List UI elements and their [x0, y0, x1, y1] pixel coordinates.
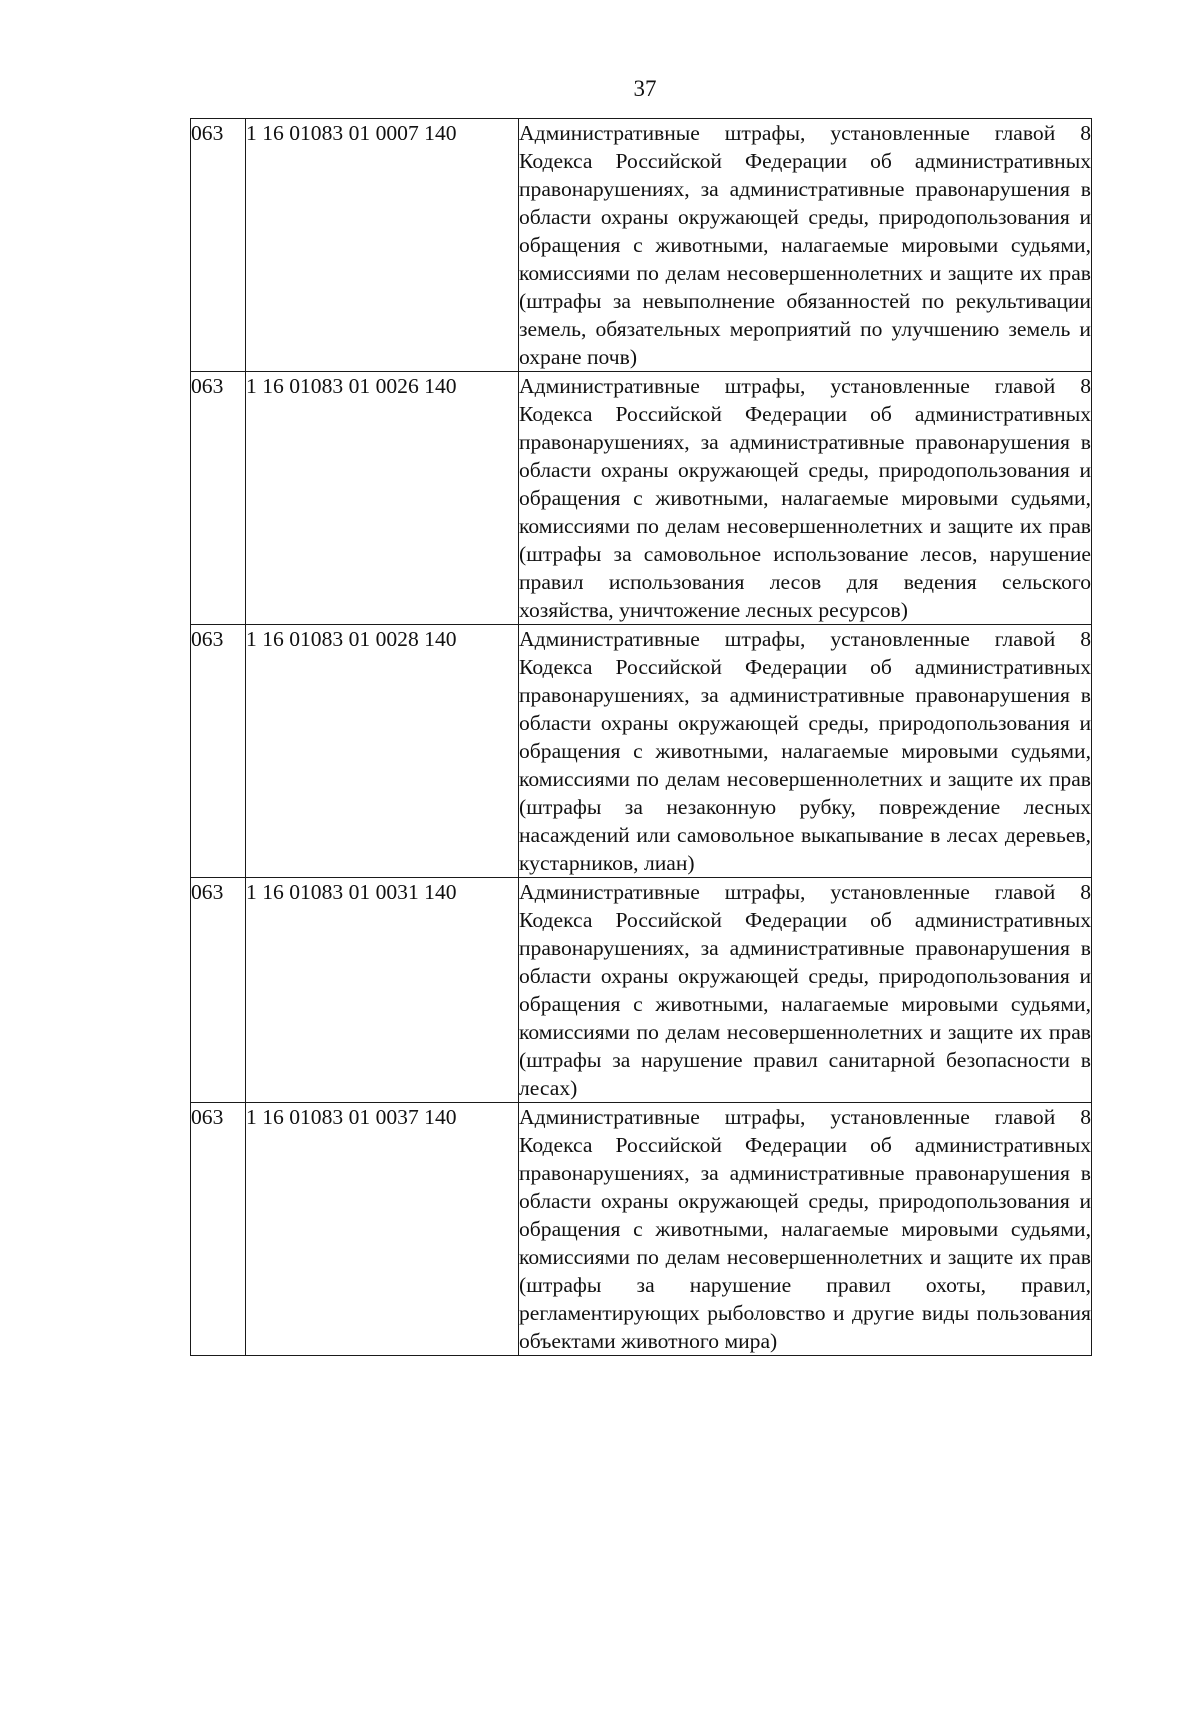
- description-cell: Административные штрафы, установленные главой 8 Кодекса Российской Федерации об административных правонарушениях, за административные правонарушения в области охраны окружающей среды, природопользования и обращения с животными, налагаемые мировыми судьями, комиссиями по делам несовершеннолетних и защите их прав (штрафы за незаконную рубку, повреждение лесных насаждений или самовольное выкапывание в лесах деревьев, кустарников, лиан): [519, 625, 1092, 878]
- admin-code-cell: 063: [191, 878, 246, 1103]
- table-row: [191, 119, 1092, 372]
- description-cell: Административные штрафы, установленные главой 8 Кодекса Российской Федерации об административных правонарушениях, за административные правонарушения в области охраны окружающей среды, природопользования и обращения с животными, налагаемые мировыми судьями, комиссиями по делам несовершеннолетних и защите их прав (штрафы за самовольное использование лесов, нарушение правил использования лесов для ведения сельского хозяйства, уничтожение лесных ресурсов): [519, 372, 1092, 625]
- budget-codes-table: [190, 118, 1092, 1356]
- kbk-code-cell: 1 16 01083 01 0037 140: [246, 1103, 519, 1356]
- table-row: [191, 372, 1092, 625]
- kbk-code-cell: 1 16 01083 01 0007 140: [246, 119, 519, 372]
- table-row: [191, 1103, 1092, 1356]
- page-number: 37: [633, 76, 657, 101]
- kbk-code-cell: 1 16 01083 01 0026 140: [246, 372, 519, 625]
- description-cell: Административные штрафы, установленные главой 8 Кодекса Российской Федерации об административных правонарушениях, за административные правонарушения в области охраны окружающей среды, природопользования и обращения с животными, налагаемые мировыми судьями, комиссиями по делам несовершеннолетних и защите их прав (штрафы за нарушение правил санитарной безопасности в лесах): [519, 878, 1092, 1103]
- admin-code-cell: 063: [191, 119, 246, 372]
- description-cell: Административные штрафы, установленные главой 8 Кодекса Российской Федерации об административных правонарушениях, за административные правонарушения в области охраны окружающей среды, природопользования и обращения с животными, налагаемые мировыми судьями, комиссиями по делам несовершеннолетних и защите их прав (штрафы за невыполнение обязанностей по рекультивации земель, обязательных мероприятий по улучшению земель и охране почв): [519, 119, 1092, 372]
- kbk-code-cell: 1 16 01083 01 0031 140: [246, 878, 519, 1103]
- admin-code-cell: 063: [191, 1103, 246, 1356]
- description-cell: Административные штрафы, установленные главой 8 Кодекса Российской Федерации об административных правонарушениях, за административные правонарушения в области охраны окружающей среды, природопользования и обращения с животными, налагаемые мировыми судьями, комиссиями по делам несовершеннолетних и защите их прав (штрафы за нарушение правил охоты, правил, регламентирующих рыболовство и другие виды пользования объектами животного мира): [519, 1103, 1092, 1356]
- admin-code-cell: 063: [191, 372, 246, 625]
- kbk-code-cell: 1 16 01083 01 0028 140: [246, 625, 519, 878]
- table-row: [191, 625, 1092, 878]
- admin-code-cell: 063: [191, 625, 246, 878]
- table-row: [191, 878, 1092, 1103]
